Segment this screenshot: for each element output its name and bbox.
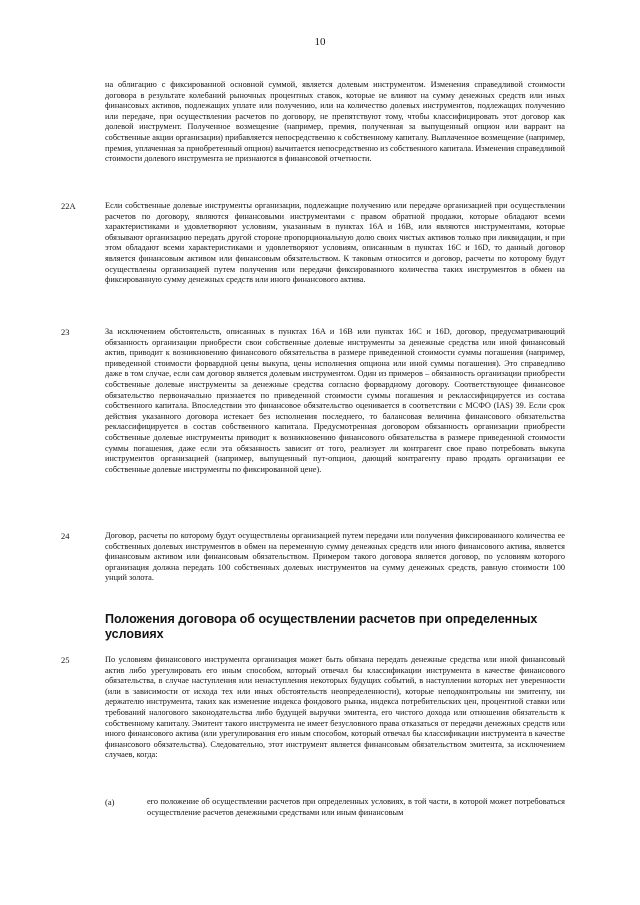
page-number: 10 (314, 36, 326, 48)
paragraph-number: 23 (61, 327, 70, 337)
intro-paragraph-continuation: на облигацию с фиксированной основной суммой, является долевым инструментом. Изменения справедливой стоимости договора в результате колебаний рыночных процентных ставок, которые не влияют на сумму денежных средств или иных финансовых активов, подлежащих уплате или получению, или на количество долевых инструментов, подлежащих получению или передаче, при осуществлении расчетов по договору, не препятствуют тому, чтобы классифицировать этот договор как долевой инструмент. Полученное возмещение (например, премия, полученная за выпущенный опцион или варрант на собственные акции организации) прибавляется непосредственно к собственному капиталу. Выплаченное возмещение (например, премия, уплаченная за приобретенный опцион) вычитается непосредственно из собственного капитала. Изменения справедливой стоимости долевого инструмента не признаются в финансовой отчетности. (105, 80, 565, 164)
paragraph-number: 24 (61, 531, 70, 541)
subitem-text: его положение об осуществлении расчетов при определенных условиях, в той части, в которой может потребоваться осуществление расчетов денежными средствами или иным финансовым (147, 797, 565, 817)
paragraph-number: 22A (61, 201, 76, 211)
paragraph-text: По условиям финансового инструмента организация может быть обязана передать денежные средства или иной финансовый актив либо урегулировать его иным способом, который отвечал бы классификации инструмента в качестве финансового обязательства, в случае наступления или ненаступления некоторых будущих событий, в наступлении которых нет уверенности (или в зависимости от исхода тех или иных обстоятельств неопределенности), которые неподконтрольны ни эмитенту, ни держателю инструмента, таких как изменение индекса фондового рынка, индекса потребительских цен, процентной ставки или требований налогового законодательства либо будущей выручки эмитента, его чистого дохода или отношения обязательств к собственному капиталу. Эмитент такого инструмента не имеет безусловного права отказаться от передачи денежных средств или иного финансового актива (или урегулирования его иным способом, который отвечал бы классификации инструмента в качестве финансового обязательства). Следовательно, этот инструмент является финансовым обязательством эмитента, за исключением случаев, когда: (105, 655, 565, 760)
paragraph-number: 25 (61, 655, 70, 665)
section-heading: Положения договора об осуществлении расчетов при определенных условиях (105, 612, 538, 641)
paragraph-text: Если собственные долевые инструменты организации, подлежащие получению или передаче организацией при осуществлении расчетов по договору, являются финансовыми инструментами с правом обратной продажи, которые обладают всеми характеристиками и удовлетворяют условиям, указанным в пунктах 16A и 16B, или являются инструментами, которые обязывают организацию передать другой стороне пропорциональную долю своих чистых активов только при ликвидации, и при этом обладают всеми характеристиками и удовлетворяют условиям, описанным в пунктах 16C и 16D, то данный договор является финансовым активом или финансовым обязательством. К таковым относится и договор, расчеты по которому будут осуществлены организацией путем получения или передачи фиксированного количества таких инструментов в обмен на фиксированную сумму денежных средств или иного финансового актива. (105, 201, 565, 285)
paragraph-text: Договор, расчеты по которому будут осуществлены организацией путем передачи или получения фиксированного количества ее собственных долевых инструментов в обмен на переменную сумму денежных средств или иного финансового актива, является финансовым активом или финансовым обязательством. Примером такого договора является договор, по условиям которого организация должна передать 100 собственных долевых инструментов на сумму денежных средств, равную стоимости 100 унций золота. (105, 531, 565, 583)
subitem-label: (a) (105, 797, 115, 807)
paragraph-text: За исключением обстоятельств, описанных в пунктах 16A и 16B или пунктах 16C и 16D, договор, предусматривающий обязанность организации приобрести свои собственные долевые инструменты за денежные средства или иной финансовый актив, приводит к возникновению финансового обязательства в размере приведенной стоимости суммы погашения (например, приведенной стоимости форвардной цены выкупа, цены исполнения опциона или иной суммы погашения). Это справедливо даже в том случае, если сам договор является долевым инструментом. Один из примеров – обязанность организации приобрести собственные долевые инструменты за денежные средства согласно форвардному договору. Соответствующее финансовое обязательство первоначально признается по приведенной стоимости суммы погашения и реклассифицируется из состава собственного капитала. Впоследствии это финансовое обязательство оценивается в соответствии с МСФО (IAS) 39. Если срок действия указанного договора истекает без исполнения последнего, то балансовая величина финансового обязательства реклассифицируется в состав собственного капитала. Предусмотренная договором обязанность организации приобрести собственные долевые инструменты приводит к возникновению финансового обязательства в размере приведенной стоимости суммы погашения, даже если эта обязанность зависит от того, реализует ли контрагент свое право потребовать выкупа инструментов организацией (например, выпущенный пут-опцион, дающий контрагенту право продать организации ее собственные долевые инструменты по фиксированной цене). (105, 327, 565, 474)
